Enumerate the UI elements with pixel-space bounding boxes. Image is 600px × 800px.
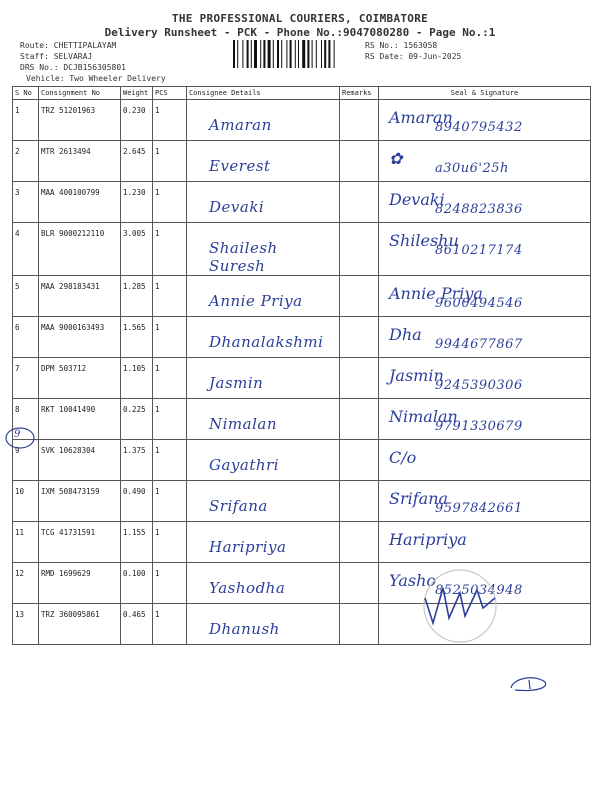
company-title: THE PROFESSIONAL COURIERS, COIMBATORE — [171, 12, 429, 25]
cell-consignee — [187, 440, 340, 481]
cell-consignment: IXM 508473159 — [39, 481, 121, 522]
cell-signature — [379, 276, 591, 317]
signature-phone: 8610217174 — [435, 243, 523, 258]
table-row — [13, 223, 591, 276]
cell-signature — [379, 317, 591, 358]
table-row — [13, 317, 591, 358]
consignee-handwritten-name: Jasmin — [209, 374, 264, 392]
signature-block — [381, 229, 588, 263]
route-label: Route: CHETTIPALAYAM — [20, 41, 117, 50]
table-row — [13, 358, 591, 399]
consignee-handwritten-name: Shailesh Suresh — [209, 239, 278, 275]
cell-consignee — [187, 100, 340, 141]
cell-signature — [379, 358, 591, 399]
drs-label: DRS No.: DCJB156305801 — [20, 63, 126, 72]
cell-consignee — [187, 276, 340, 317]
cell-weight: 0.230 — [121, 100, 153, 141]
cell-consignment: MAA 400100799 — [39, 182, 121, 223]
signature-phone: 9597842661 — [435, 501, 523, 516]
cell-remarks — [340, 276, 379, 317]
vehicle-label: Vehicle: Two Wheeler Delivery — [26, 74, 166, 83]
table-row — [13, 100, 591, 141]
cell-sno: 5 — [13, 276, 39, 317]
signature-phone: 9944677867 — [435, 337, 523, 352]
cell-sno: 7 — [13, 358, 39, 399]
cell-signature — [379, 481, 591, 522]
cell-weight: 0.490 — [121, 481, 153, 522]
cell-remarks — [340, 563, 379, 604]
table-row — [13, 141, 591, 182]
signature-block — [381, 364, 588, 398]
cell-sno: 3 — [13, 182, 39, 223]
signature-block — [381, 405, 588, 439]
cell-pcs: 1 — [153, 276, 187, 317]
col-weight: Weight — [121, 87, 153, 100]
cell-remarks — [340, 522, 379, 563]
cell-weight: 0.100 — [121, 563, 153, 604]
cell-signature — [379, 223, 591, 276]
cell-weight: 1.155 — [121, 522, 153, 563]
cell-consignment: BLR 9000212110 — [39, 223, 121, 276]
table-row — [13, 440, 591, 481]
cell-consignment: TCG 41731591 — [39, 522, 121, 563]
cell-weight: 2.645 — [121, 141, 153, 182]
signature-block — [381, 446, 588, 480]
signature-block — [381, 106, 588, 140]
table-row — [13, 481, 591, 522]
consignee-handwritten-name: Gayathri — [209, 456, 279, 474]
cell-pcs: 1 — [153, 522, 187, 563]
table-row — [13, 182, 591, 223]
cell-signature — [379, 141, 591, 182]
signature-phone: 9245390306 — [435, 378, 523, 393]
cell-sno: 9 — [13, 440, 39, 481]
cell-consignee — [187, 522, 340, 563]
cell-signature — [379, 522, 591, 563]
cell-consignment: TRZ 51201963 — [39, 100, 121, 141]
cell-consignment: RKT 10041490 — [39, 399, 121, 440]
signature-block — [381, 487, 588, 521]
col-remarks: Remarks — [340, 87, 379, 100]
cell-remarks — [340, 141, 379, 182]
cell-weight: 0.225 — [121, 399, 153, 440]
cell-consignment: MAA 298183431 — [39, 276, 121, 317]
cell-remarks — [340, 223, 379, 276]
signature-phone: 8940795432 — [435, 120, 523, 135]
col-consignment: Consignment No — [39, 87, 121, 100]
cell-pcs: 1 — [153, 358, 187, 399]
signature-scrawl: Amaran — [389, 108, 453, 127]
consignee-handwritten-name: Srifana — [209, 497, 268, 515]
col-sno: S No — [13, 87, 39, 100]
cell-sno: 10 — [13, 481, 39, 522]
cell-consignee — [187, 223, 340, 276]
cell-consignee — [187, 481, 340, 522]
signature-scrawl: C/o — [389, 448, 417, 467]
consignee-handwritten-name: Yashodha — [209, 579, 286, 597]
signature-phone: a30u6'25h — [435, 161, 509, 176]
cell-sno: 2 — [13, 141, 39, 182]
cell-pcs: 1 — [153, 317, 187, 358]
margin-mark-number: 9 — [14, 429, 21, 440]
signature-phone: 9791330679 — [435, 419, 523, 434]
cell-signature — [379, 440, 591, 481]
barcode — [231, 40, 355, 68]
signature-scrawl: ✿ — [389, 149, 403, 168]
cell-sno: 13 — [13, 604, 39, 645]
consignee-handwritten-name: Everest — [209, 157, 271, 175]
cell-consignment: TRZ 360095861 — [39, 604, 121, 645]
loop-mark — [505, 672, 551, 696]
cell-weight: 1.105 — [121, 358, 153, 399]
cell-consignment: SVK 10628304 — [39, 440, 121, 481]
consignee-handwritten-name: Devaki — [209, 198, 265, 216]
consignee-handwritten-name: Haripriya — [209, 538, 287, 556]
cell-pcs: 1 — [153, 604, 187, 645]
cell-weight: 0.465 — [121, 604, 153, 645]
signature-scrawl: Nimalan — [389, 407, 458, 426]
cell-remarks — [340, 481, 379, 522]
cell-consignee — [187, 358, 340, 399]
consignee-handwritten-name: Annie Priya — [209, 292, 303, 310]
signature-scrawl: Dha — [389, 325, 422, 344]
signature-scrawl: Srifana — [389, 489, 449, 508]
consignee-handwritten-name: Nimalan — [209, 415, 277, 433]
cell-consignee — [187, 182, 340, 223]
signature-scrawl: Yasho — [389, 571, 437, 590]
cell-consignment: MAA 9000163493 — [39, 317, 121, 358]
cell-consignee — [187, 141, 340, 182]
cell-remarks — [340, 182, 379, 223]
runsheet-table — [12, 86, 591, 645]
cell-pcs: 1 — [153, 223, 187, 276]
cell-remarks — [340, 100, 379, 141]
cell-consignment: DPM 503712 — [39, 358, 121, 399]
cell-weight: 1.375 — [121, 440, 153, 481]
signature-scrawl: Devaki — [389, 190, 445, 209]
cell-remarks — [340, 604, 379, 645]
cell-signature — [379, 100, 591, 141]
cell-consignee — [187, 563, 340, 604]
cell-pcs: 1 — [153, 100, 187, 141]
cell-signature — [379, 399, 591, 440]
cell-sno: 1 — [13, 100, 39, 141]
cell-pcs: 1 — [153, 182, 187, 223]
cell-weight: 3.005 — [121, 223, 153, 276]
signature-block — [381, 528, 588, 562]
cell-weight: 1.565 — [121, 317, 153, 358]
col-signature: Seal & Signature — [379, 87, 591, 100]
signature-phone: 8525034948 — [435, 583, 523, 598]
cell-pcs: 1 — [153, 440, 187, 481]
cell-signature — [379, 182, 591, 223]
stamp-signature — [405, 568, 510, 648]
cell-pcs: 1 — [153, 141, 187, 182]
margin-circle-mark — [4, 424, 38, 452]
rs-date: RS Date: 09-Jun-2025 — [365, 52, 462, 61]
signature-scrawl: Jasmin — [389, 366, 444, 385]
signature-scrawl: Shileshu — [389, 231, 459, 250]
cell-pcs: 1 — [153, 563, 187, 604]
runsheet-subtitle: Delivery Runsheet - PCK - Phone No.:9047080280 - Page No.:1 — [104, 26, 496, 39]
signature-phone: 8248823836 — [435, 202, 523, 217]
cell-consignee — [187, 604, 340, 645]
cell-consignee — [187, 317, 340, 358]
consignee-handwritten-name: Dhanush — [209, 620, 280, 638]
table-header-row — [13, 87, 591, 100]
table-row — [13, 399, 591, 440]
cell-consignee — [187, 399, 340, 440]
rs-number: RS No.: 1563058 — [365, 41, 438, 50]
col-consignee: Consignee Details — [187, 87, 340, 100]
cell-sno: 11 — [13, 522, 39, 563]
cell-remarks — [340, 440, 379, 481]
consignee-handwritten-name: Amaran — [209, 116, 272, 134]
cell-consignment: RMD 1699629 — [39, 563, 121, 604]
cell-sno: 12 — [13, 563, 39, 604]
cell-sno: 6 — [13, 317, 39, 358]
cell-weight: 1.230 — [121, 182, 153, 223]
signature-phone: 9600494546 — [435, 296, 523, 311]
signature-block — [381, 188, 588, 222]
signature-scrawl: Annie Priya — [389, 284, 483, 303]
cell-remarks — [340, 317, 379, 358]
cell-remarks — [340, 399, 379, 440]
signature-block — [381, 147, 588, 181]
signature-scrawl: Haripriya — [389, 530, 467, 549]
cell-sno: 8 — [13, 399, 39, 440]
signature-block — [381, 323, 588, 357]
col-pcs: PCS — [153, 87, 187, 100]
table-row — [13, 276, 591, 317]
cell-consignment: MTR 2613494 — [39, 141, 121, 182]
cell-pcs: 1 — [153, 399, 187, 440]
cell-remarks — [340, 358, 379, 399]
table-row — [13, 522, 591, 563]
consignee-handwritten-name: Dhanalakshmi — [209, 333, 324, 351]
cell-weight: 1.285 — [121, 276, 153, 317]
staff-label: Staff: SELVARAJ — [20, 52, 93, 61]
cell-sno: 4 — [13, 223, 39, 276]
signature-block — [381, 282, 588, 316]
cell-pcs: 1 — [153, 481, 187, 522]
